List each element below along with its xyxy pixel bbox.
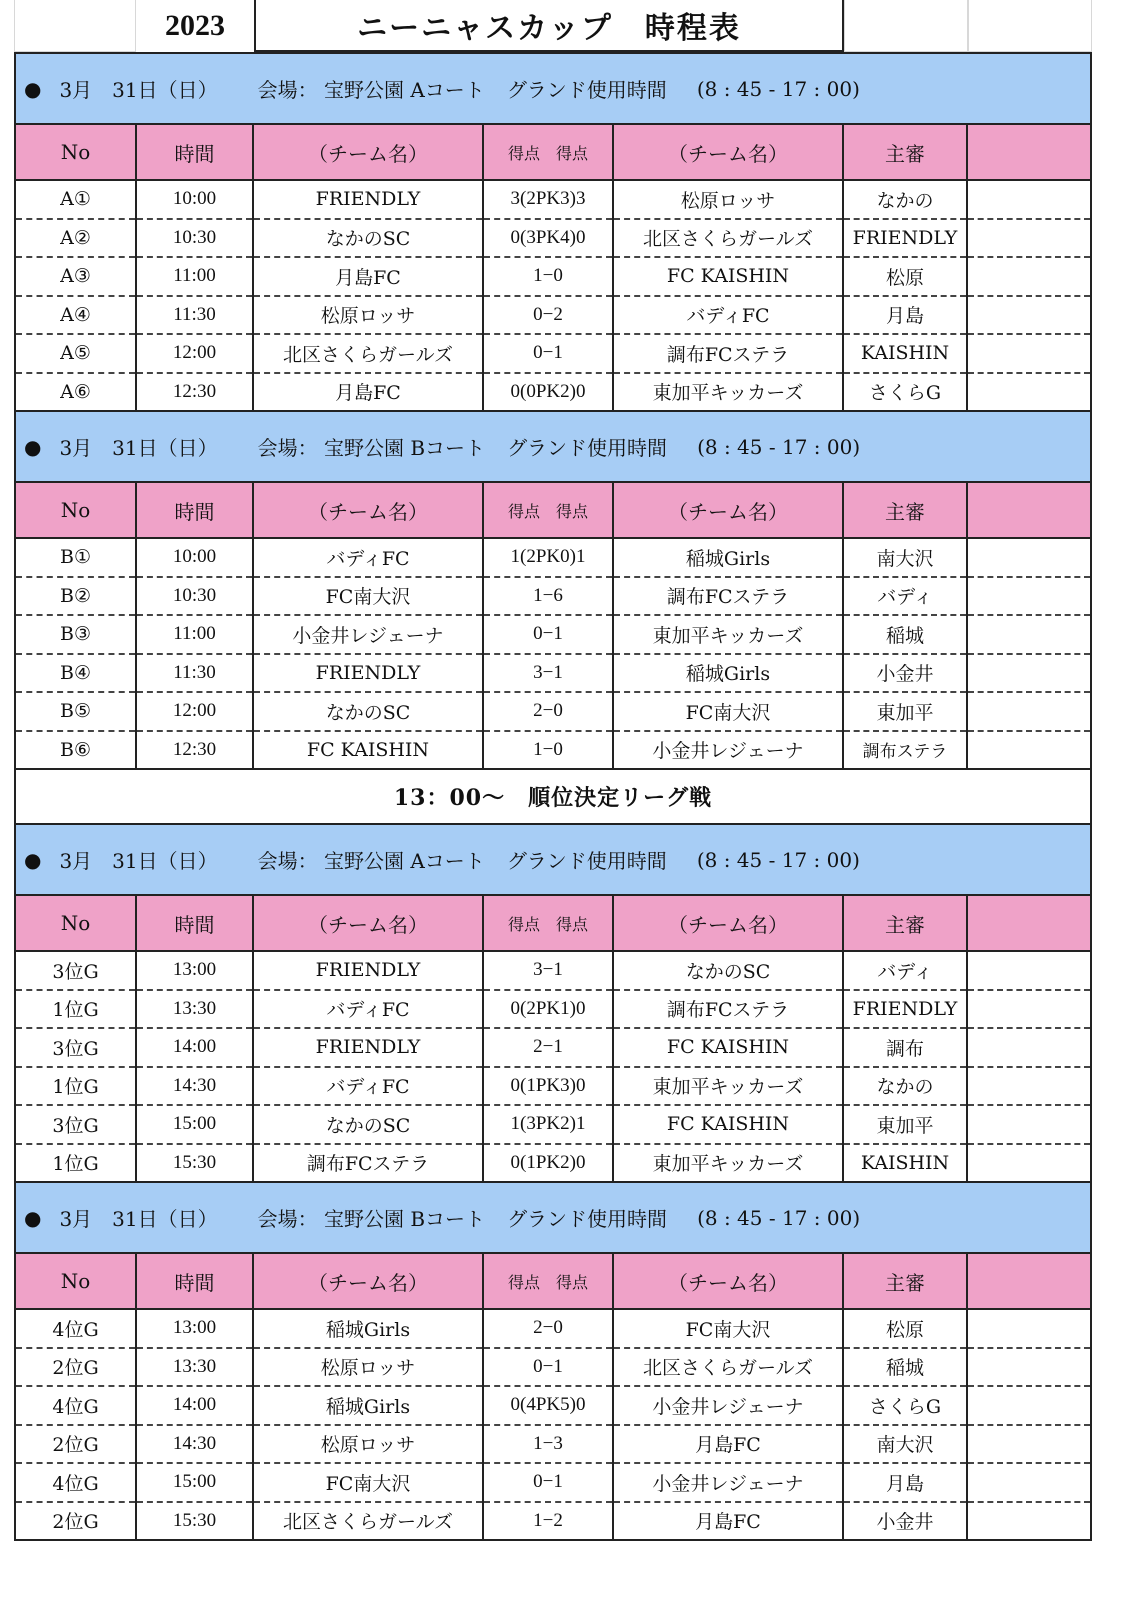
away-team-cell: 小金井レジェーナ <box>613 1463 843 1502</box>
venue-place: 会場： 宝野公園 Aコート <box>257 78 485 102</box>
away-team-cell: 調布FCステラ <box>613 334 843 373</box>
header-blank-cell <box>968 0 1092 52</box>
blank-cell <box>967 1105 1090 1144</box>
away-team-cell: 小金井レジェーナ <box>613 731 843 769</box>
away-team-cell: FC南大沢 <box>613 692 843 731</box>
match-no-cell: 3位G <box>16 1028 136 1067</box>
away-team-cell: 東加平キッカーズ <box>613 1067 843 1106</box>
blank-cell <box>967 257 1090 296</box>
blank-cell <box>967 538 1090 577</box>
time-cell: 15:00 <box>136 1105 253 1144</box>
away-team-cell: 調布FCステラ <box>613 577 843 616</box>
column-header-score: 得点 得点 <box>483 895 613 951</box>
schedule-sheet <box>14 0 1092 1541</box>
venue-place: 会場： 宝野公園 Bコート <box>257 1207 486 1231</box>
blank-cell <box>967 296 1090 335</box>
games-table <box>16 481 1090 768</box>
column-header-time: 時間 <box>136 1253 253 1309</box>
time-cell: 10:00 <box>136 538 253 577</box>
games-table <box>16 123 1090 410</box>
schedule-section <box>14 1181 1092 1539</box>
blank-cell <box>967 1463 1090 1502</box>
match-no-cell: 2位G <box>16 1348 136 1387</box>
referee-cell: なかの <box>843 180 967 219</box>
score-cell: 1−0 <box>483 731 613 769</box>
table-row <box>16 1028 1090 1067</box>
match-no-cell: B⑤ <box>16 692 136 731</box>
venue-place: 会場： 宝野公園 Bコート <box>257 436 486 460</box>
venue-hours: (8 : 45 - 17 : 00) <box>696 847 860 872</box>
home-team-cell: 小金井レジェーナ <box>253 615 483 654</box>
time-cell: 12:30 <box>136 373 253 411</box>
column-header-no: No <box>16 482 136 538</box>
column-header-time: 時間 <box>136 895 253 951</box>
away-team-cell: 月島FC <box>613 1425 843 1464</box>
blank-cell <box>967 990 1090 1029</box>
away-team-cell: 東加平キッカーズ <box>613 1144 843 1182</box>
time-cell: 14:30 <box>136 1425 253 1464</box>
score-cell: 0(3PK4)0 <box>483 219 613 258</box>
away-team-cell: FC KAISHIN <box>613 1028 843 1067</box>
referee-cell: 稲城 <box>843 615 967 654</box>
blank-cell <box>967 1502 1090 1540</box>
sheet-bottom-border <box>14 1539 1092 1541</box>
score-cell: 0(1PK2)0 <box>483 1144 613 1182</box>
home-team-cell: バディFC <box>253 990 483 1029</box>
table-row <box>16 257 1090 296</box>
table-row <box>16 1067 1090 1106</box>
table-row <box>16 615 1090 654</box>
table-row <box>16 1386 1090 1425</box>
column-header-team1: （チーム名） <box>253 482 483 538</box>
home-team-cell: なかのSC <box>253 1105 483 1144</box>
score-cell: 0−1 <box>483 334 613 373</box>
page-title: ニーニャスカップ 時程表 <box>254 0 844 52</box>
sections-container <box>14 52 1092 1539</box>
column-header-team2: （チーム名） <box>613 124 843 180</box>
match-no-cell: A⑥ <box>60 380 91 403</box>
venue-bar <box>16 52 1090 123</box>
match-no-cell: 4位G <box>16 1463 136 1502</box>
table-row <box>16 296 1090 335</box>
match-no-cell: A④ <box>16 296 136 335</box>
referee-cell: 小金井 <box>843 1502 967 1540</box>
referee-cell: バディ <box>843 951 967 990</box>
column-header-score: 得点 得点 <box>483 1253 613 1309</box>
match-no-cell: 4位G <box>16 1386 136 1425</box>
column-header-blank <box>967 482 1090 538</box>
column-header-time: 時間 <box>136 482 253 538</box>
table-row <box>16 577 1090 616</box>
score-cell: 0−2 <box>483 296 613 335</box>
table-row <box>16 1425 1090 1464</box>
table-header-row <box>16 124 1090 180</box>
venue-hours: (8 : 45 - 17 : 00) <box>697 1205 861 1230</box>
bullet-icon: ● <box>24 76 42 101</box>
games-table <box>16 894 1090 1181</box>
score-cell: 0(4PK5)0 <box>483 1386 613 1425</box>
time-cell: 14:00 <box>136 1028 253 1067</box>
referee-cell: 松原 <box>843 1309 967 1348</box>
referee-cell: 南大沢 <box>843 538 967 577</box>
venue-bar <box>16 1181 1090 1252</box>
blank-cell <box>967 1425 1090 1464</box>
away-team-cell: FC KAISHIN <box>613 257 843 296</box>
home-team-cell: なかのSC <box>253 692 483 731</box>
blank-cell <box>967 1144 1090 1182</box>
referee-cell: 月島 <box>843 296 967 335</box>
referee-cell: KAISHIN <box>843 1144 967 1182</box>
column-header-team2: （チーム名） <box>613 1253 843 1309</box>
table-row <box>16 1309 1090 1348</box>
time-cell: 10:00 <box>136 180 253 219</box>
home-team-cell: 北区さくらガールズ <box>253 1502 483 1540</box>
time-cell: 12:00 <box>136 334 253 373</box>
time-cell: 15:30 <box>136 1502 253 1540</box>
away-team-cell: 北区さくらガールズ <box>613 219 843 258</box>
blank-cell <box>967 1386 1090 1425</box>
blank-cell <box>967 334 1090 373</box>
home-team-cell: 松原ロッサ <box>253 1348 483 1387</box>
column-header-team2: （チーム名） <box>613 895 843 951</box>
column-header-blank <box>967 895 1090 951</box>
score-cell: 2−1 <box>483 1028 613 1067</box>
away-team-cell: 調布FCステラ <box>613 990 843 1029</box>
table-row <box>16 990 1090 1029</box>
score-cell: 3(2PK3)3 <box>483 180 613 219</box>
venue-usage-label: グランド使用時間 <box>507 1207 668 1231</box>
table-row <box>16 654 1090 693</box>
away-team-cell: 稲城Girls <box>613 538 843 577</box>
column-header-team2: （チーム名） <box>613 482 843 538</box>
header-blank-cell <box>14 0 136 52</box>
table-row <box>16 692 1090 731</box>
home-team-cell: FRIENDLY <box>253 951 483 990</box>
table-row <box>16 219 1090 258</box>
home-team-cell: FRIENDLY <box>253 1028 483 1067</box>
home-team-cell: バディFC <box>253 1067 483 1106</box>
referee-cell: 調布ステラ <box>843 731 967 769</box>
referee-cell: 南大沢 <box>843 1425 967 1464</box>
score-cell: 2−0 <box>483 692 613 731</box>
match-no-cell: 3位G <box>16 951 136 990</box>
blank-cell <box>967 180 1090 219</box>
venue-date: 3月 31日（日） <box>59 78 218 102</box>
time-cell: 13:30 <box>136 990 253 1029</box>
column-header-no: No <box>16 1253 136 1309</box>
referee-cell: 東加平 <box>843 692 967 731</box>
time-cell: 11:30 <box>136 654 253 693</box>
score-cell: 1−3 <box>483 1425 613 1464</box>
referee-cell: FRIENDLY <box>843 990 967 1029</box>
table-header-row <box>16 1253 1090 1309</box>
time-cell: 10:30 <box>136 219 253 258</box>
away-team-cell: 松原ロッサ <box>613 180 843 219</box>
time-cell: 13:00 <box>136 1309 253 1348</box>
time-cell: 15:00 <box>136 1463 253 1502</box>
blank-cell <box>967 373 1090 411</box>
away-team-cell: FC KAISHIN <box>613 1105 843 1144</box>
column-header-referee: 主審 <box>843 124 967 180</box>
time-cell: 13:00 <box>136 951 253 990</box>
venue-usage-label: グランド使用時間 <box>507 436 668 460</box>
match-no-cell: B⑥ <box>60 738 91 761</box>
home-team-cell: 月島FC <box>253 373 483 411</box>
bullet-icon: ● <box>24 847 42 872</box>
score-cell: 1(3PK2)1 <box>483 1105 613 1144</box>
match-no-cell: 4位G <box>16 1309 136 1348</box>
column-header-time: 時間 <box>136 124 253 180</box>
score-cell: 3−1 <box>483 654 613 693</box>
column-header-referee: 主審 <box>843 1253 967 1309</box>
blank-cell <box>967 692 1090 731</box>
bullet-icon: ● <box>24 1205 42 1230</box>
table-row <box>16 373 1090 411</box>
column-header-score: 得点 得点 <box>483 482 613 538</box>
time-cell: 12:30 <box>136 731 253 769</box>
venue-date: 3月 31日（日） <box>59 436 218 460</box>
table-row <box>16 951 1090 990</box>
time-cell: 10:30 <box>136 577 253 616</box>
schedule-section <box>14 410 1092 768</box>
home-team-cell: FC南大沢 <box>253 577 483 616</box>
home-team-cell: 調布FCステラ <box>253 1144 483 1182</box>
venue-bar <box>16 410 1090 481</box>
schedule-section <box>14 823 1092 1181</box>
column-header-no: No <box>16 124 136 180</box>
time-cell: 15:30 <box>136 1144 253 1182</box>
venue-hours: (8 : 45 - 17 : 00) <box>697 434 861 459</box>
referee-cell: さくらG <box>843 373 967 411</box>
score-cell: 1−2 <box>483 1502 613 1540</box>
table-row <box>16 180 1090 219</box>
score-cell: 0−1 <box>483 1348 613 1387</box>
time-cell: 14:00 <box>136 1386 253 1425</box>
match-no-cell: B① <box>16 538 136 577</box>
referee-cell: バディ <box>843 577 967 616</box>
referee-cell: 月島 <box>843 1463 967 1502</box>
blank-cell <box>967 1309 1090 1348</box>
score-cell: 1−6 <box>483 577 613 616</box>
match-no-cell: 1位G <box>16 1067 136 1106</box>
referee-cell: FRIENDLY <box>843 219 967 258</box>
blank-cell <box>967 654 1090 693</box>
match-no-cell: 2位G <box>16 1425 136 1464</box>
away-team-cell: 東加平キッカーズ <box>613 615 843 654</box>
table-row <box>16 334 1090 373</box>
table-row <box>16 538 1090 577</box>
home-team-cell: バディFC <box>253 538 483 577</box>
table-row <box>16 1348 1090 1387</box>
table-header-row <box>16 482 1090 538</box>
score-cell: 1(2PK0)1 <box>483 538 613 577</box>
venue-hours: (8 : 45 - 17 : 00) <box>696 76 860 101</box>
away-team-cell: 小金井レジェーナ <box>613 1386 843 1425</box>
match-no-cell: B③ <box>16 615 136 654</box>
time-cell: 11:00 <box>136 615 253 654</box>
score-cell: 1−0 <box>483 257 613 296</box>
match-no-cell: A③ <box>16 257 136 296</box>
column-header-team1: （チーム名） <box>253 124 483 180</box>
column-header-blank <box>967 1253 1090 1309</box>
blank-cell <box>967 1348 1090 1387</box>
away-team-cell: なかのSC <box>613 951 843 990</box>
home-team-cell: なかのSC <box>253 219 483 258</box>
match-no-cell: 3位G <box>16 1105 136 1144</box>
match-no-cell: A① <box>16 180 136 219</box>
referee-cell: 松原 <box>843 257 967 296</box>
away-team-cell: 稲城Girls <box>613 654 843 693</box>
home-team-cell: FC KAISHIN <box>253 731 483 769</box>
table-row <box>16 1502 1090 1540</box>
referee-cell: KAISHIN <box>843 334 967 373</box>
venue-place: 会場： 宝野公園 Aコート <box>257 849 485 873</box>
match-no-cell: 1位G <box>52 1153 99 1176</box>
column-header-referee: 主審 <box>843 482 967 538</box>
column-header-referee: 主審 <box>843 895 967 951</box>
header-row <box>14 0 1092 52</box>
referee-cell: さくらG <box>843 1386 967 1425</box>
home-team-cell: FRIENDLY <box>253 180 483 219</box>
venue-usage-label: グランド使用時間 <box>506 849 667 873</box>
home-team-cell: 稲城Girls <box>253 1309 483 1348</box>
match-no-cell: A⑤ <box>16 334 136 373</box>
home-team-cell: 稲城Girls <box>253 1386 483 1425</box>
referee-cell: 調布 <box>843 1028 967 1067</box>
score-cell: 0(0PK2)0 <box>483 373 613 411</box>
table-header-row <box>16 895 1090 951</box>
time-cell: 13:30 <box>136 1348 253 1387</box>
referee-cell: なかの <box>843 1067 967 1106</box>
home-team-cell: 北区さくらガールズ <box>253 334 483 373</box>
away-team-cell: バディFC <box>613 296 843 335</box>
score-cell: 0−1 <box>483 1463 613 1502</box>
blank-cell <box>967 577 1090 616</box>
header-blank-cell <box>844 0 968 52</box>
away-team-cell: 月島FC <box>613 1502 843 1540</box>
column-header-team1: （チーム名） <box>253 895 483 951</box>
away-team-cell: FC南大沢 <box>613 1309 843 1348</box>
column-header-blank <box>967 124 1090 180</box>
blank-cell <box>967 1028 1090 1067</box>
league-banner: 13：00〜 順位決定リーグ戦 <box>14 768 1092 823</box>
score-cell: 3−1 <box>483 951 613 990</box>
time-cell: 14:30 <box>136 1067 253 1106</box>
referee-cell: 稲城 <box>843 1348 967 1387</box>
blank-cell <box>967 219 1090 258</box>
column-header-team1: （チーム名） <box>253 1253 483 1309</box>
match-no-cell: B② <box>16 577 136 616</box>
games-table <box>16 1252 1090 1539</box>
time-cell: 12:00 <box>136 692 253 731</box>
blank-cell <box>967 615 1090 654</box>
score-cell: 0−1 <box>483 615 613 654</box>
referee-cell: 東加平 <box>843 1105 967 1144</box>
match-no-cell: 1位G <box>16 990 136 1029</box>
table-row <box>16 1463 1090 1502</box>
away-team-cell: 北区さくらガールズ <box>613 1348 843 1387</box>
column-header-score: 得点 得点 <box>483 124 613 180</box>
venue-date: 3月 31日（日） <box>59 1207 218 1231</box>
time-cell: 11:00 <box>136 257 253 296</box>
home-team-cell: FRIENDLY <box>253 654 483 693</box>
time-cell: 11:30 <box>136 296 253 335</box>
column-header-no: No <box>16 895 136 951</box>
blank-cell <box>967 951 1090 990</box>
score-cell: 0(2PK1)0 <box>483 990 613 1029</box>
blank-cell <box>967 1067 1090 1106</box>
match-no-cell: 2位G <box>52 1511 99 1534</box>
venue-bar <box>16 823 1090 894</box>
home-team-cell: 松原ロッサ <box>253 296 483 335</box>
match-no-cell: B④ <box>16 654 136 693</box>
home-team-cell: FC南大沢 <box>253 1463 483 1502</box>
score-cell: 0(1PK3)0 <box>483 1067 613 1106</box>
match-no-cell: A② <box>16 219 136 258</box>
venue-usage-label: グランド使用時間 <box>506 78 667 102</box>
venue-date: 3月 31日（日） <box>59 849 218 873</box>
blank-cell <box>967 731 1090 769</box>
bullet-icon: ● <box>24 434 42 459</box>
table-row <box>16 1144 1090 1182</box>
table-row <box>16 731 1090 769</box>
home-team-cell: 月島FC <box>253 257 483 296</box>
table-row <box>16 1105 1090 1144</box>
schedule-section <box>14 52 1092 410</box>
referee-cell: 小金井 <box>843 654 967 693</box>
year-label: 2023 <box>165 9 225 42</box>
home-team-cell: 松原ロッサ <box>253 1425 483 1464</box>
score-cell: 2−0 <box>483 1309 613 1348</box>
away-team-cell: 東加平キッカーズ <box>613 373 843 411</box>
